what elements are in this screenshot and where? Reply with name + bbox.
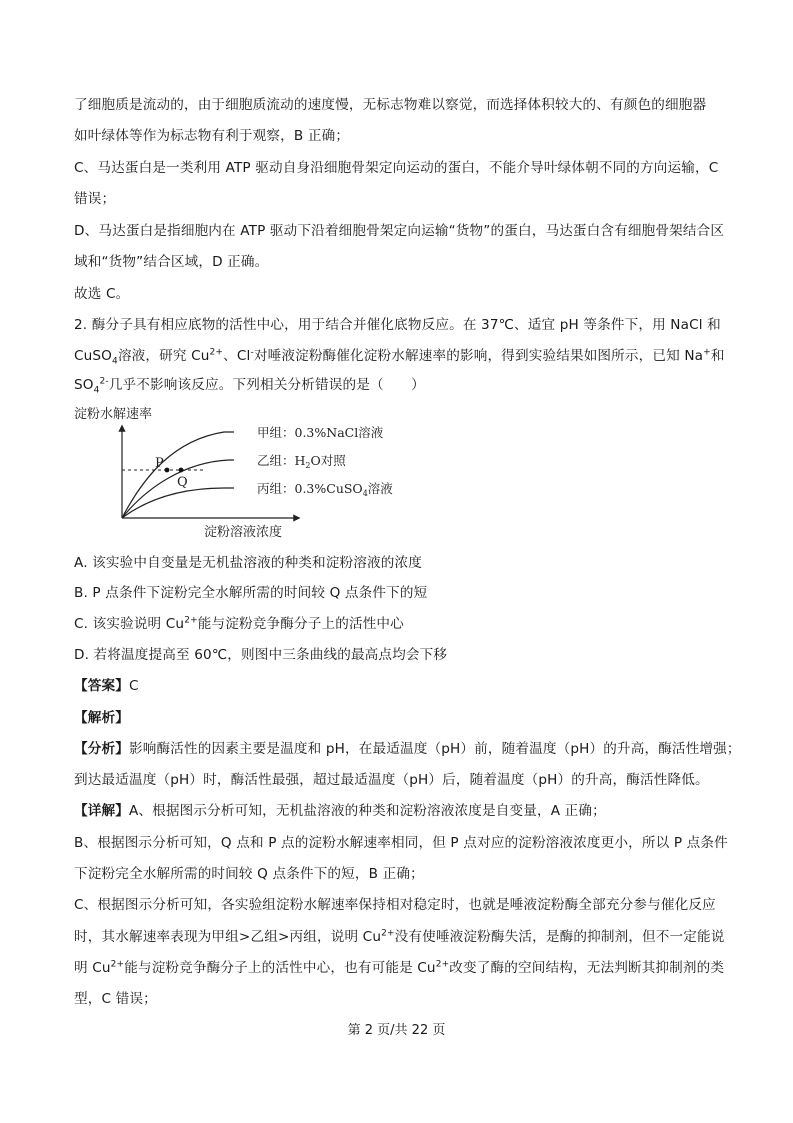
- y-axis-label: 淀粉水解速率: [74, 407, 153, 422]
- option-b: B. P 点条件下淀粉完全水解所需的时间较 Q 点条件下的短: [74, 585, 428, 601]
- question-stem-line: 2. 酶分子具有相应底物的活性中心，用于结合并催化底物反应。在 37℃、适宜 pH 等条件下，用 NaCl 和: [74, 317, 721, 333]
- curve-bing: [122, 488, 234, 518]
- question-stem-line: $SO_4^{2-}$几乎不影响该反应。下列相关分析错误的是（ ）: [74, 376, 425, 396]
- text-line: 如叶绿体等作为标志物有利于观察，B 正确；: [74, 128, 350, 144]
- point-q-marker: [179, 468, 184, 473]
- rate-curve-svg: [74, 404, 434, 544]
- point-p-label: P: [155, 456, 164, 471]
- detail-line: 型，C 错误；: [74, 991, 157, 1007]
- analysis-line: 【分析】影响酶活性的因素主要是温度和 pH，在最适温度（pH）前，随着温度（pH）的升高，酶活性增强；: [74, 741, 741, 757]
- detail-line: 明 $Cu^{2+}$能与淀粉竞争酶分子上的活性中心，也有可能是 $Cu^{2+}$改变了酶的空间结构，无法判断其抑制剂的类: [74, 959, 725, 976]
- legend-jia: 甲组：0.3%NaCl溶液: [257, 425, 384, 440]
- detail-line: C、根据图示分析可知，各实验组淀粉水解速率保持相对稳定时，也就是唾液淀粉酶全部充分参与催化反应: [74, 897, 716, 913]
- rate-curve-figure: [74, 404, 434, 544]
- option-a: A. 该实验中自变量是无机盐溶液的种类和淀粉溶液的浓度: [74, 555, 423, 571]
- x-axis-label: 淀粉溶液浓度: [204, 525, 283, 540]
- question-stem-line: CuSO$_4$溶液，研究 $Cu^{2+}$、Cl-对唾液淀粉酶催化淀粉水解速率的影响，得到实验结果如图所示，已知 Na+和: [74, 347, 725, 367]
- point-q-label: Q: [177, 475, 188, 490]
- analysis-heading: 【解析】: [74, 710, 129, 726]
- option-d: D. 若将温度提高至 60℃，则图中三条曲线的最高点均会下移: [74, 647, 448, 663]
- detail-line: 【详解】A、根据图示分析可知，无机盐溶液的种类和淀粉溶液浓度是自变量，A 正确；: [74, 803, 606, 819]
- text-line: 故选 C。: [74, 286, 130, 302]
- answer-line: 【答案】C: [74, 678, 139, 694]
- option-c: C. 该实验说明 $Cu^{2+}$能与淀粉竞争酶分子上的活性中心: [74, 615, 404, 632]
- point-p-marker: [165, 468, 170, 473]
- detail-line: B、根据图示分析可知，Q 点和 P 点的淀粉水解速率相同，但 P 点对应的淀粉溶液浓度更小，所以 P 点条件: [74, 835, 728, 851]
- text-line: 错误；: [74, 191, 116, 207]
- text-line: C、马达蛋白是一类利用 ATP 驱动自身沿细胞骨架定向运动的蛋白，不能介导叶绿体朝不同的方向运输，C: [74, 160, 719, 176]
- legend-yi: 乙组：$H_2O$对照: [257, 453, 346, 470]
- page-footer: 第 2 页/共 22 页: [347, 1023, 446, 1038]
- detail-line: 下淀粉完全水解所需的时间较 Q 点条件下的短，B 正确；: [74, 866, 424, 882]
- text-line: 域和“货物”结合区域，D 正确。: [74, 254, 269, 270]
- detail-line: 时，其水解速率表现为甲组>乙组>丙组，说明 $Cu^{2+}$没有使唾液淀粉酶失活，是酶的抑制剂，但不一定能说: [74, 928, 725, 945]
- text-line: 了细胞质是流动的，由于细胞质流动的速度慢，无标志物难以察觉，而选择体积较大的、有颜色的细胞器: [74, 97, 707, 113]
- legend-bing: 丙组：0.3%CuSO$_4$溶液: [257, 481, 393, 498]
- analysis-line: 到达最适温度（pH）时，酶活性最强，超过最适温度（pH）后，随着温度（pH）的升高，酶活性降低。: [74, 772, 709, 788]
- text-line: D、马达蛋白是指细胞内在 ATP 驱动下沿着细胞骨架定向运输“货物”的蛋白，马达蛋白含有细胞骨架结合区: [74, 223, 725, 239]
